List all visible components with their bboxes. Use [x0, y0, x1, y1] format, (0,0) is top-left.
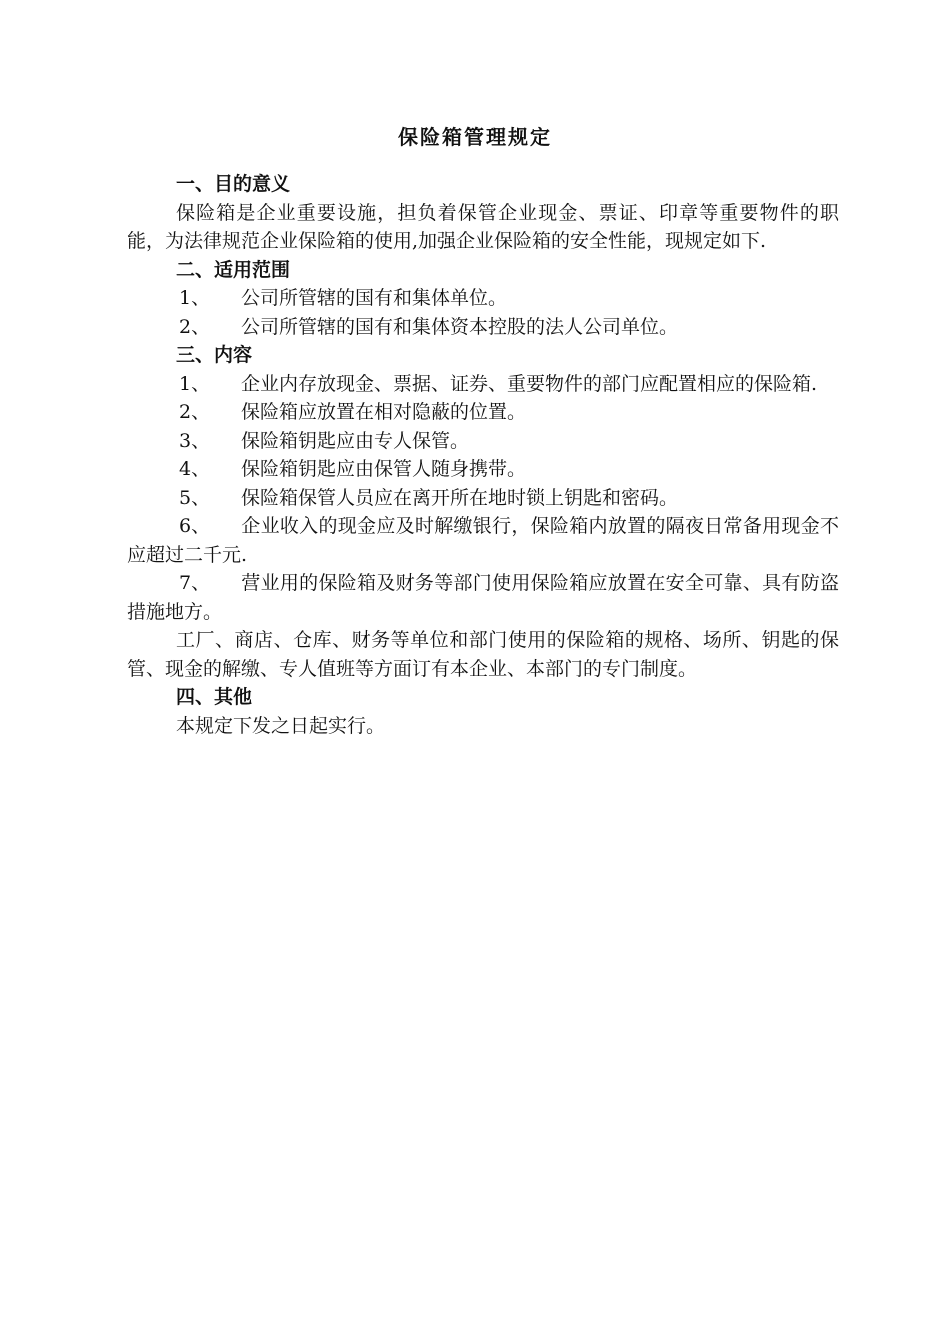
content-item	[127, 484, 839, 513]
scope-item	[127, 284, 839, 313]
item-text: 保险箱保管人员应在离开所在地时锁上钥匙和密码。	[241, 486, 679, 509]
item-number: 3、	[179, 429, 211, 452]
item-text: 企业收入的现金应及时解缴银行，保险箱内放置的隔夜日常备用现金不应超过二千元.	[127, 515, 839, 566]
effective-date-paragraph: 本规定下发之日起实行。	[176, 714, 386, 737]
purpose-paragraph: 保险箱是企业重要设施，担负着保管企业现金、票证、印章等重要物件的职能，为法律规范企业保险箱的使用,加强企业保险箱的安全性能，现规定如下.	[127, 201, 839, 252]
section-heading-scope: 二、适用范围	[176, 258, 291, 281]
content-item	[127, 569, 839, 626]
item-text: 企业内存放现金、票据、证券、重要物件的部门应配置相应的保险箱.	[241, 372, 818, 395]
item-number: 5、	[179, 486, 211, 509]
content-item	[127, 512, 839, 569]
scope-item	[127, 313, 839, 342]
item-text: 公司所管辖的国有和集体单位。	[241, 287, 508, 309]
item-number: 1、	[179, 287, 211, 309]
item-number: 6、	[179, 515, 211, 537]
document-title: 保险箱管理规定	[398, 125, 552, 149]
section-heading-other: 四、其他	[176, 686, 253, 708]
item-number: 4、	[179, 458, 211, 480]
content-item	[127, 398, 839, 427]
section-heading-content: 三、内容	[176, 344, 253, 366]
item-text: 公司所管辖的国有和集体资本控股的法人公司单位。	[241, 315, 679, 338]
document-body	[127, 170, 839, 740]
section-heading-purpose: 一、目的意义	[176, 173, 291, 195]
item-number: 2、	[179, 315, 211, 338]
content-item	[127, 455, 839, 484]
item-text: 保险箱应放置在相对隐蔽的位置。	[241, 401, 527, 423]
item-number: 2、	[179, 401, 211, 423]
content-closing-paragraph: 工厂、商店、仓库、财务等单位和部门使用的保险箱的规格、场所、钥匙的保管、现金的解缴、专人值班等方面订有本企业、本部门的专门制度。	[127, 629, 839, 680]
item-text: 保险箱钥匙应由专人保管。	[241, 429, 470, 452]
item-text: 营业用的保险箱及财务等部门使用保险箱应放置在安全可靠、具有防盗措施地方。	[127, 572, 839, 623]
item-number: 1、	[179, 372, 211, 395]
content-item	[127, 427, 839, 456]
item-text: 保险箱钥匙应由保管人随身携带。	[241, 458, 527, 480]
content-item	[127, 370, 839, 399]
item-number: 7、	[179, 572, 211, 594]
